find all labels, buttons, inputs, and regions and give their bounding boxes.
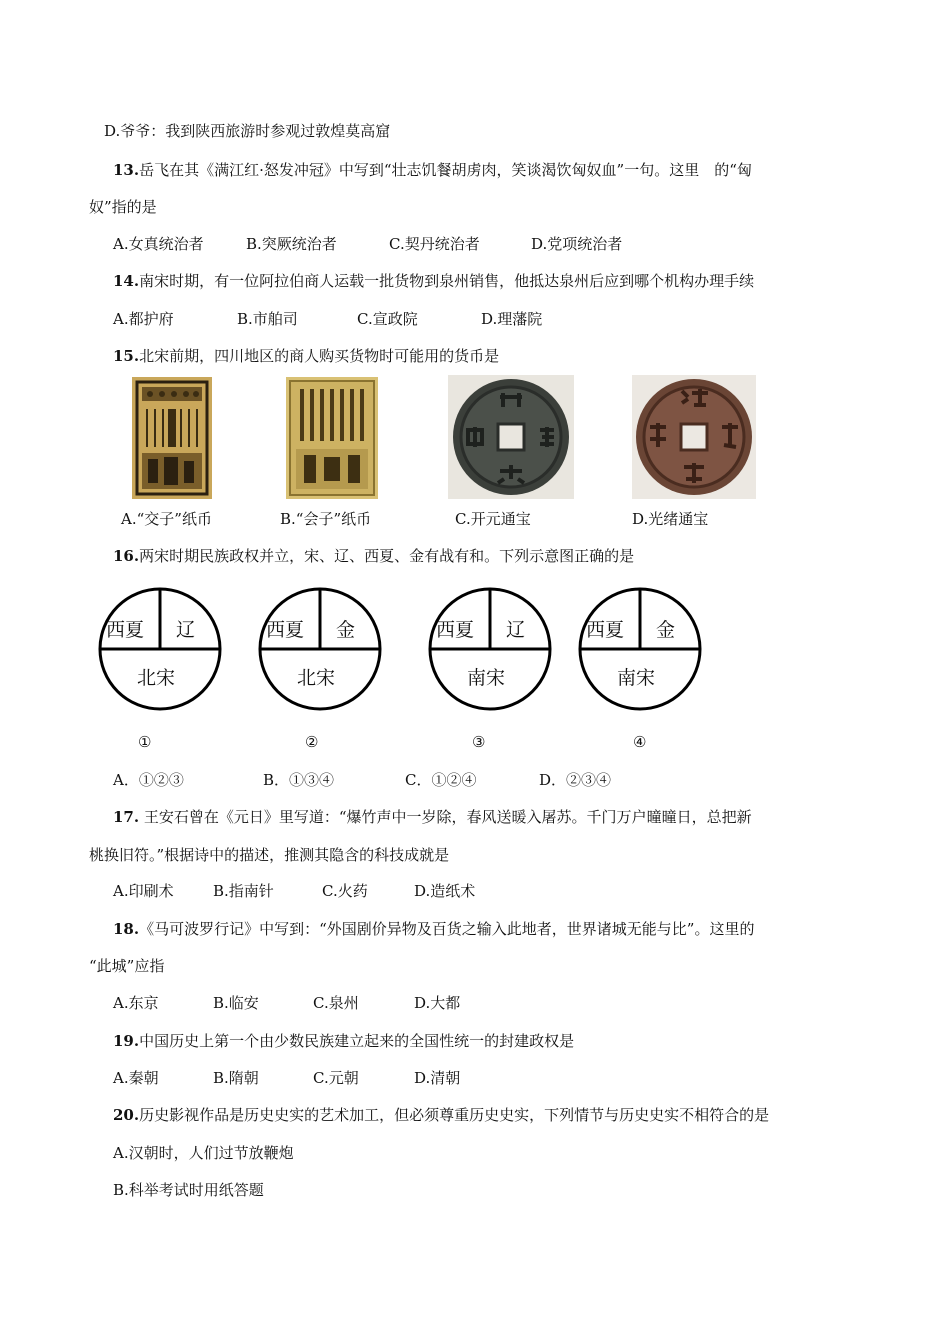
q14-stem-text: 南宋时期，有一位阿拉伯商人运载一批货物到泉州销售，他抵达泉州后应到哪个机构办理手续 [139, 272, 755, 290]
q19-option-a[interactable]: A.秦朝 [113, 1069, 159, 1087]
diagram-4 [578, 587, 702, 711]
q18-option-c[interactable]: C.泉州 [313, 994, 359, 1012]
q15-option-c[interactable]: C.开元通宝 [455, 510, 531, 528]
q17-option-a[interactable]: A.印刷术 [113, 882, 174, 900]
q15-option-d[interactable]: D.光绪通宝 [632, 510, 709, 528]
q16-stem [113, 546, 634, 566]
q14-option-c[interactable]: C.宣政院 [357, 310, 418, 328]
jiaozi-note-image [132, 377, 212, 499]
q13-option-c[interactable]: C.契丹统治者 [389, 235, 480, 253]
diagram-4-bottom: 南宋 [617, 667, 656, 689]
q17-number: 17. [113, 808, 140, 826]
q14-stem [113, 271, 754, 291]
diagram-2-top-right: 金 [336, 619, 356, 641]
q18-stem-line2: “此城”应指 [89, 957, 165, 975]
q15-number: 15. [113, 347, 140, 365]
diagram-2-circle [258, 587, 382, 711]
q16-option-c[interactable]: C．①②④ [405, 771, 477, 789]
diagram-3-circle [428, 587, 552, 711]
diagram-3-label: ③ [472, 733, 486, 751]
diagram-3 [428, 587, 552, 711]
q19-stem-text: 中国历史上第一个由少数民族建立起来的全国性统一的封建政权是 [139, 1032, 575, 1050]
diagram-4-label: ④ [633, 733, 647, 751]
q16-option-a[interactable]: A．①②③ [113, 771, 184, 789]
q19-stem [113, 1031, 574, 1051]
q19-option-c[interactable]: C.元朝 [313, 1069, 359, 1087]
q15-option-a[interactable]: A.“交子”纸币 [121, 510, 212, 528]
diagram-4-top-right: 金 [656, 619, 676, 641]
q15-option-b[interactable]: B.“会子”纸币 [280, 510, 372, 528]
q18-option-a[interactable]: A.东京 [113, 994, 159, 1012]
kaiyuan-coin-image [448, 375, 574, 499]
q13-option-b[interactable]: B.突厥统治者 [246, 235, 337, 253]
diagram-3-top-left: 西夏 [436, 619, 475, 641]
q16-stem-text: 两宋时期民族政权并立，宋、辽、西夏、金有战有和。下列示意图正确的是 [139, 547, 635, 565]
diagram-1 [98, 587, 222, 711]
q17-option-c[interactable]: C.火药 [322, 882, 368, 900]
huizi-note-image [286, 377, 378, 499]
q13-stem-line2: 奴”指的是 [89, 198, 157, 216]
q19-number: 19. [113, 1032, 140, 1050]
q14-number: 14. [113, 272, 140, 290]
q15-stem [113, 346, 499, 366]
diagram-2-label: ② [305, 733, 319, 751]
q13-stem-line1: 岳飞在其《满江红·怒发冲冠》中写到“壮志饥餐胡虏肉，笑谈渴饮匈奴血”一句。这里 的“匈 [139, 161, 752, 179]
q16-option-d[interactable]: D．②③④ [539, 771, 612, 789]
q17-option-d[interactable]: D.造纸术 [414, 882, 476, 900]
guangxu-coin-image [632, 375, 756, 499]
q17-stem-line1: 王安石曾在《元日》里写道：“爆竹声中一岁除，春风送暖入屠苏。千门万户曈曈日，总把新 [143, 808, 752, 826]
diagram-1-circle [98, 587, 222, 711]
q20-number: 20. [113, 1106, 140, 1124]
q16-number: 16. [113, 547, 140, 565]
diagram-1-label: ① [138, 733, 152, 751]
q19-option-d[interactable]: D.清朝 [414, 1069, 461, 1087]
q14-option-d[interactable]: D.理藩院 [481, 310, 543, 328]
diagram-1-bottom: 北宋 [137, 667, 176, 689]
diagram-3-top-right: 辽 [506, 619, 526, 641]
q13-option-a[interactable]: A.女真统治者 [113, 235, 204, 253]
q20-option-b[interactable]: B.科举考试时用纸答题 [113, 1181, 264, 1199]
q13-number: 13. [113, 161, 140, 179]
diagram-2-top-left: 西夏 [266, 619, 305, 641]
q20-stem-text: 历史影视作品是历史史实的艺术加工，但必须尊重历史史实，下列情节与历史史实不相符合的是 [139, 1106, 770, 1124]
q18-option-b[interactable]: B.临安 [213, 994, 259, 1012]
q19-option-b[interactable]: B.隋朝 [213, 1069, 259, 1087]
diagram-1-top-right: 辽 [176, 619, 196, 641]
q20-stem [113, 1105, 769, 1125]
diagram-1-top-left: 西夏 [106, 619, 145, 641]
diagram-2-bottom: 北宋 [297, 667, 336, 689]
q14-option-b[interactable]: B.市舶司 [237, 310, 298, 328]
q16-option-b[interactable]: B．①③④ [263, 771, 335, 789]
q17-stem [113, 807, 752, 827]
q18-stem [113, 919, 754, 939]
q13-stem [113, 160, 752, 180]
q13-option-d[interactable]: D.党项统治者 [531, 235, 623, 253]
diagram-3-bottom: 南宋 [467, 667, 506, 689]
q18-stem-line1: 《马可波罗行记》中写到：“外国剧价异物及百货之输入此地者，世界诸城无能与比”。这里的 [139, 920, 755, 938]
q12-option-d: D.爷爷：我到陕西旅游时参观过敦煌莫高窟 [104, 122, 391, 140]
q15-stem-text: 北宋前期，四川地区的商人购买货物时可能用的货币是 [139, 347, 500, 365]
diagram-4-top-left: 西夏 [586, 619, 625, 641]
q20-option-a[interactable]: A.汉朝时，人们过节放鞭炮 [113, 1144, 294, 1162]
q14-option-a[interactable]: A.都护府 [113, 310, 174, 328]
q17-stem-line2: 桃换旧符。”根据诗中的描述，推测其隐含的科技成就是 [89, 846, 450, 864]
diagram-4-circle [578, 587, 702, 711]
q18-number: 18. [113, 920, 140, 938]
q17-option-b[interactable]: B.指南针 [213, 882, 274, 900]
q18-option-d[interactable]: D.大都 [414, 994, 461, 1012]
diagram-2 [258, 587, 382, 711]
